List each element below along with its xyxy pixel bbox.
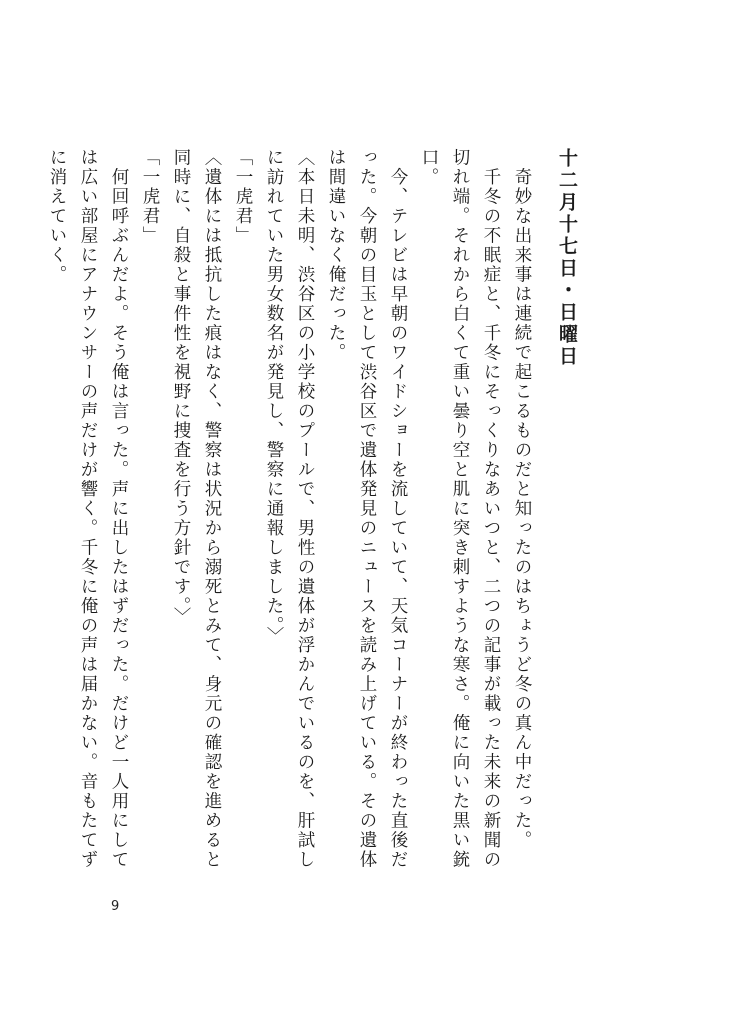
chapter-heading: 十二月十七日・日曜日 [556,148,578,368]
dialogue-line: 「一虎君」 [140,148,160,246]
news-quote: 〈遺体には抵抗した痕はなく、警察は状況から溺死とみて、身元の確認を進めると同時に、自殺と事件性を視野に捜査を行う方針です。〉 [171,148,222,870]
paragraph: 千冬の不眠症と、千冬にそっくりなあいつと、二つの記事が載った未来の新聞の切れ端。それから白くて重い曇り空と肌に突き刺すような寒さ。俺に向いた黒い銃口。 [419,148,501,870]
dialogue-line: 「一虎君」 [233,148,253,246]
vertical-text-block [41,148,582,888]
paragraph: 今、テレビは早朝のワイドショーを流していて、天気コーナーが終わった直後だった。今朝の目玉として渋谷区で遺体発見のニュースを読み上げている。その遺体は間違いなく俺だった。 [326,148,408,870]
paragraph: 奇妙な出来事は連続で起こるものだと知ったのはちょうど冬の真ん中だった。 [512,148,532,850]
paragraph: 何回呼ぶんだよ。そう俺は言った。声に出したはずだった。だけど一人用にしては広い部屋にアナウンサーの声だけが響く。千冬に俺の声は届かない。音もたてずに消えていく。 [47,148,129,870]
page-number: 9 [111,899,120,914]
news-quote: 〈本日未明、渋谷区の小学校のプールで、男性の遺体が浮かんでいるのを、肝試しに訪れていた男女数名が発見し、警察に通報しました。〉 [264,148,315,870]
